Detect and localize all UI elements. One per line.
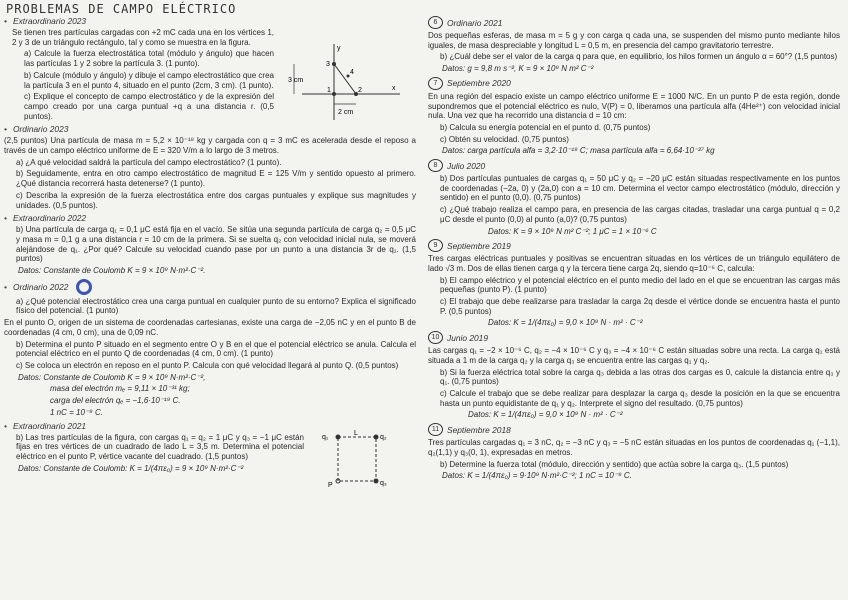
- problem-data: masa del electrón mₑ = 9,11 × 10⁻³¹ kg;: [50, 384, 190, 394]
- problem-data: Datos: K = 1/(4πε₀) = 9,0 × 10⁹ N · m² · C⁻²: [488, 318, 643, 328]
- problem-data: Datos: K = 9 × 10⁹ N m² C⁻²; 1 μC = 1 × 10⁻⁶ C: [488, 226, 657, 236]
- problem-data: Datos: Constante de Coulomb K = 9 × 10⁹ N·m²·C⁻².: [18, 266, 206, 276]
- problem-intro: En una región del espacio existe un campo eléctrico uniforme E = 1000 N/C. En un punto P de esta región, donde supondremos que el potencial eléctrico es nulo, V(P) = 0, liberamos una partícula alfa (4He²⁺) con velocidad inicial nula. Una vez que ha recorrido una distancia d = 10 cm:: [428, 91, 840, 121]
- part-b: b) Determina el punto P situado en el segmento entre O y B en el que el potencial eléctrico se anula. Calcula el potencial eléctrico en el punto Q de coordenadas (4 cm, 0 cm). (1 punto): [16, 339, 416, 359]
- part-c: c) Obtén su velocidad. (0,75 puntos): [440, 134, 569, 144]
- problem-11: [428, 423, 840, 481]
- problem-intro: Se tienen tres partículas cargadas con +2 mC cada una en los vértices 1, 2 y 3 de un triángulo rectángulo, tal y como se muestra en la figura.: [12, 28, 274, 47]
- fig-label-4: 4: [350, 69, 354, 76]
- part-b: b) Seguidamente, entra en otro campo electrostático de magnitud E = 125 V/m y sentido opuesto al primero. ¿Qué distancia recorrerá hasta detenerse? (1 punto).: [16, 169, 416, 189]
- problem-header: Ordinario 2021: [447, 17, 503, 28]
- problem-8: [428, 159, 840, 236]
- problem-4: [4, 279, 416, 418]
- part-a: a) ¿A qué velocidad saldrá la partícula del campo electrostático? (1 punto).: [16, 157, 282, 167]
- fig-label-q1: 1: [327, 87, 331, 94]
- part-b: b) Calcule (módulo y ángulo) y dibuje el campo electrostático que crea la partícula 3 en el punto 4, situado en el punto (2cm, 3 cm). (1 punto).: [24, 70, 274, 90]
- problem-header: Extraordinario 2022: [13, 213, 87, 224]
- bullet-icon: •: [4, 16, 7, 26]
- fig-label-L: L: [354, 429, 358, 437]
- problem-1: [4, 16, 416, 121]
- charge-q3-marker: [374, 478, 379, 483]
- highlight-circle-icon: [76, 279, 92, 295]
- part-a: a) Calcule la fuerza electrostática total (módulo y ángulo) que hacen las partículas 1 y 2 sobre la partícula 3. (1 punto).: [24, 49, 274, 69]
- bullet-icon: •: [4, 124, 7, 135]
- problem-10: [428, 331, 840, 420]
- problem-intro: Las cargas q₁ = −2 × 10⁻⁶ C, q₂ = −4 × 10⁻⁶ C y q₃ = −4 × 10⁻⁶ C están situadas sobre una recta. La carga q₁ está situada a 1 m de la carga q₂ y la carga q₃ se encuentra entre las cargas q₁ y q₂.: [428, 346, 840, 365]
- square-figure: [316, 429, 412, 493]
- problem-header: Junio 2019: [447, 332, 488, 343]
- fig-axis-y: y: [337, 45, 341, 52]
- part-c: c) El trabajo que debe realizarse para trasladar la carga 2q desde el vértice donde se encuentra hasta el punto P. (0,5 puntos): [440, 297, 840, 316]
- problem-intro: Dos pequeñas esferas, de masa m = 5 g y con carga q cada una, se suspenden del mismo punto mediante hilos iguales, de masa despreciable y longitud L = 0,5 m, en presencia del campo gravitatorio terrestre.: [428, 31, 840, 50]
- page-title: PROBLEMAS DE CAMPO ELÉCTRICO: [6, 2, 237, 16]
- part-b: b) Dos partículas puntuales de cargas q₁ = 50 μC y q₂ = −20 μC están situadas respectivamente en los puntos de coordenadas (−2a, 0) y (2a,0) con a = 10 cm. Determina el vector campo electrostático (módulo, dirección y sentido) en el punto (0,0). (0,75 puntos): [440, 174, 840, 203]
- part-c: c) Describa la expresión de la fuerza electrostática entre dos cargas puntuales y explique sus magnitudes y unidades. (0,5 puntos).: [16, 190, 416, 210]
- charge-1-marker: [332, 92, 336, 96]
- problem-data: Datos: Constante de Coulomb: K = 1/(4πε₀) = 9 × 10⁹ N·m²·C⁻²: [18, 463, 244, 473]
- problem-header: Septiembre 2019: [447, 240, 511, 251]
- problem-number: 6: [428, 16, 443, 29]
- problem-header: Ordinario 2023: [13, 124, 69, 135]
- charge-3-marker: [332, 62, 336, 66]
- problem-data: carga del electrón qₑ = −1,6·10⁻¹⁹ C.: [50, 396, 181, 406]
- left-column: [4, 16, 416, 596]
- part-b: b) ¿Cuál debe ser el valor de la carga q para que, en equilibrio, los hilos formen un ángulo α = 60°? (1,5 puntos): [440, 52, 838, 62]
- problem-intro: En el punto O, origen de un sistema de coordenadas cartesianas, existe una carga de −2,05 nC y en el punto B de coordenadas (4 cm, 0 cm), una de 0,09 nC.: [4, 318, 416, 337]
- fig-label-3cm: 3 cm: [288, 77, 304, 84]
- bullet-icon: •: [4, 213, 7, 224]
- charge-q2-marker: [374, 434, 379, 439]
- part-b: b) Determine la fuerza total (módulo, dirección y sentido) que actúa sobre la carga q₃. (1,5 puntos): [440, 459, 789, 469]
- problem-9: [428, 239, 840, 328]
- triangle-figure: [288, 36, 408, 126]
- fig-label-q2: 2: [358, 87, 362, 94]
- problem-header: Extraordinario 2021: [13, 420, 87, 431]
- part-a: a) ¿Qué potencial electrostático crea una carga puntual en cualquier punto de su entorno? Explica el significado físico del potencial. (1 punto): [16, 296, 416, 316]
- problem-2: [4, 124, 416, 210]
- problem-data: Datos: Constante de Coulomb K = 9 × 10⁹ N·m²·C⁻²,: [18, 372, 206, 382]
- fig-label-2cm: 2 cm: [338, 109, 354, 116]
- problem-header: Ordinario 2022: [13, 281, 69, 292]
- problem-number: 8: [428, 159, 443, 172]
- problem-6: [428, 16, 840, 74]
- problem-5: [4, 420, 416, 489]
- problem-number: 10: [428, 331, 443, 344]
- part-c: c) ¿Qué trabajo realiza el campo para, en presencia de las cargas citadas, trasladar una carga puntual q = 0,2 μC desde el punto (0,0) al punto (a,0)? (0,75 puntos): [440, 205, 840, 224]
- problem-intro: (2,5 puntos) Una partícula de masa m = 5,2 × 10⁻¹⁸ kg y cargada con q = 3 mC es acelerada desde el reposo a través de un campo eléctrico uniforme de E = 320 V/m a lo largo de 3 metros.: [4, 136, 416, 156]
- problem-number: 9: [428, 239, 443, 252]
- part-b: b) Una partícula de carga q₁ = 0,1 μC está fija en el vacío. Se sitúa una segunda partícula de carga q₂ = 0,5 μC y masa m = 0,1 g a una distancia r = 10 cm de la primera. Si se suelta q₂ con velocidad inicial nula, se moverá alejándose de q₁. ¿Por qué? Calcule su velocidad cuando pase por un punto a una distancia 3r de q₁. (1,5 puntos): [16, 225, 416, 264]
- problem-header: Julio 2020: [447, 160, 486, 171]
- part-b: b) El campo eléctrico y el potencial eléctrico en el punto medio del lado en el que se encuentran las cargas más pequeñas (punto P). (1 punto): [440, 275, 840, 295]
- part-c: c) Se coloca un electrón en reposo en el punto P. Calcula con qué velocidad llegará al punto Q. (0,5 puntos): [16, 360, 399, 370]
- problem-3: [4, 213, 416, 276]
- problem-number: 7: [428, 77, 443, 90]
- fig-label-q3: q₃: [380, 479, 387, 487]
- fig-label-q1: q₁: [322, 433, 329, 441]
- problem-7: [428, 77, 840, 156]
- problem-data: Datos: K = 1/(4πε₀) = 9·10⁹ N·m²·C⁻²; 1 nC = 10⁻⁹ C.: [442, 471, 632, 481]
- part-b: b) Si la fuerza eléctrica total sobre la carga q₃ debida a las otras dos cargas es 0, calcule la distancia entre q₃ y q₁. (0,75 puntos): [440, 367, 840, 387]
- right-column: [428, 16, 840, 596]
- problem-data: Datos: carga partícula alfa = 3,2·10⁻¹⁹ C; masa partícula alfa = 6,64·10⁻²⁷ kg: [442, 146, 715, 156]
- part-b: b) Las tres partículas de la figura, con cargas q₁ = q₂ = 1 μC y q₃ = −1 μC están fijas en tres vértices de un cuadrado de lado L = 3,5 m. Determina el potencial eléctrico en el punto P, vértice vacante del cuadrado. (1,5 puntos): [16, 432, 304, 461]
- fig-label-P: P: [328, 481, 333, 489]
- fig-label-q2: q₂: [380, 433, 387, 441]
- part-c: c) Calcule el trabajo que se debe realizar para desplazar la carga q₃ desde la posición en la que se encuentra hasta un punto equidistante de q₁ y q₂. Interprete el signo del resultado. (0,75 puntos): [440, 388, 840, 408]
- problem-header: Septiembre 2020: [447, 78, 511, 89]
- problem-data: Datos: K = 1/(4πε₀) = 9,0 × 10⁹ N · m² · C⁻²: [468, 410, 623, 420]
- problem-number: 11: [428, 423, 443, 436]
- part-c: c) Explique el concepto de campo electrostático y de la expresión del campo creado por una carga puntual +q a una distancia r. (0,5 puntos).: [24, 92, 274, 121]
- bullet-icon: •: [4, 420, 7, 431]
- fig-axis-x: x: [392, 85, 396, 92]
- part-b: b) Calcula su energía potencial en el punto d. (0,75 puntos): [440, 122, 651, 132]
- charge-q1-marker: [336, 434, 341, 439]
- problem-header: Septiembre 2018: [447, 424, 511, 435]
- problem-data: 1 nC = 10⁻⁹ C.: [50, 407, 103, 417]
- problem-intro: Tres cargas eléctricas puntuales y positivas se encuentran situadas en los vértices de un triángulo equilátero de lado √3 m. Dos de ellas tienen carga q y la tercera tiene carga 2q, siendo q=10⁻⁶ C, calcula:: [428, 254, 840, 273]
- problem-data: Datos: g = 9,8 m s⁻², K = 9 × 10⁹ N m² C⁻²: [442, 64, 594, 74]
- fig-label-q3: 3: [326, 61, 330, 68]
- problem-intro: Tres partículas cargadas q₁ = 3 nC, q₂ = −3 nC y q₃ = −5 nC están situadas en los puntos de coordenadas q₁ (−1,1), q₂(1,1) y q₃(0, 1), expresadas en metros.: [428, 438, 840, 457]
- bullet-icon: •: [4, 281, 7, 292]
- problem-header: Extraordinario 2023: [13, 16, 87, 26]
